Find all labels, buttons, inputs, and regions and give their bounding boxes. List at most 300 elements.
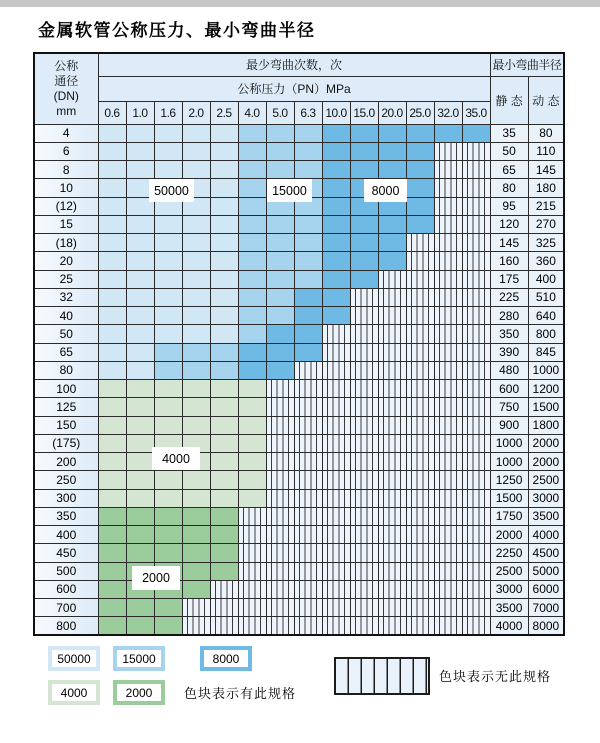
- no-spec-cell: [378, 416, 406, 434]
- spec-cell: [210, 544, 238, 562]
- no-spec-cell: [294, 507, 322, 525]
- spec-cell: [154, 124, 182, 142]
- spec-cell: [322, 234, 350, 252]
- no-spec-cell: [434, 234, 462, 252]
- spec-cell: [126, 416, 154, 434]
- no-spec-cell: [322, 562, 350, 580]
- no-spec-cell: [294, 526, 322, 544]
- no-spec-cell: [266, 507, 294, 525]
- no-spec-cell: [238, 580, 266, 598]
- spec-cell: [238, 124, 266, 142]
- legend-chip-value: 50000: [52, 650, 96, 667]
- dynamic-radius-cell: 5000: [528, 562, 564, 580]
- dynamic-header: 动 态: [528, 76, 564, 124]
- no-spec-cell: [434, 489, 462, 507]
- no-spec-cell: [434, 270, 462, 288]
- spec-cell: [210, 434, 238, 452]
- no-spec-cell: [238, 617, 266, 635]
- no-spec-cell: [238, 507, 266, 525]
- no-spec-cell: [406, 325, 434, 343]
- spec-cell: [210, 142, 238, 160]
- spec-cell: [182, 270, 210, 288]
- spec-cell: [210, 215, 238, 233]
- no-spec-cell: [266, 453, 294, 471]
- spec-cell: [154, 343, 182, 361]
- dynamic-radius-cell: 8000: [528, 617, 564, 635]
- no-spec-cell: [406, 453, 434, 471]
- no-spec-cell: [434, 361, 462, 379]
- no-spec-cell: [266, 526, 294, 544]
- dn-cell: 80: [34, 361, 98, 379]
- spec-cell: [126, 489, 154, 507]
- dynamic-radius-cell: 845: [528, 343, 564, 361]
- no-spec-cell: [350, 599, 378, 617]
- no-spec-cell: [434, 580, 462, 598]
- table-row: [34, 215, 564, 233]
- spec-cell: [210, 325, 238, 343]
- spec-cell: [182, 288, 210, 306]
- no-spec-cell: [378, 288, 406, 306]
- dn-cell: 32: [34, 288, 98, 306]
- no-spec-cell: [322, 325, 350, 343]
- spec-cell: [266, 252, 294, 270]
- dn-cell: 800: [34, 617, 98, 635]
- no-spec-cell: [350, 489, 378, 507]
- table-row: [34, 307, 564, 325]
- legend-chip: [48, 646, 100, 671]
- spec-cell: [126, 307, 154, 325]
- no-spec-cell: [210, 580, 238, 598]
- spec-cell: [210, 197, 238, 215]
- no-spec-cell: [406, 288, 434, 306]
- spec-cell: [98, 617, 126, 635]
- spec-cell: [98, 599, 126, 617]
- legend-absent-group: [334, 657, 551, 695]
- spec-cell: [182, 580, 210, 598]
- static-radius-cell: 35: [490, 124, 528, 142]
- no-spec-cell: [406, 471, 434, 489]
- spec-cell: [294, 307, 322, 325]
- spec-cell: [126, 270, 154, 288]
- zone-label: 4000: [153, 448, 199, 469]
- spec-cell: [98, 288, 126, 306]
- spec-cell: [350, 234, 378, 252]
- dynamic-radius-cell: 215: [528, 197, 564, 215]
- dynamic-radius-cell: 180: [528, 179, 564, 197]
- spec-cell: [294, 234, 322, 252]
- spec-cell: [154, 416, 182, 434]
- no-spec-cell: [350, 453, 378, 471]
- dn-cell: 125: [34, 398, 98, 416]
- table-row: [34, 398, 564, 416]
- pressure-header: 公称压力（PN）MPa: [98, 76, 490, 101]
- spec-cell: [210, 307, 238, 325]
- table-row: [34, 161, 564, 179]
- table-row: [34, 416, 564, 434]
- table-row: [34, 507, 564, 525]
- spec-cell: [294, 142, 322, 160]
- spec-cell: [322, 307, 350, 325]
- no-spec-cell: [434, 380, 462, 398]
- spec-cell: [154, 325, 182, 343]
- table-row: [34, 234, 564, 252]
- no-spec-cell: [266, 471, 294, 489]
- dynamic-radius-cell: 145: [528, 161, 564, 179]
- spec-cell: [350, 270, 378, 288]
- no-spec-cell: [434, 215, 462, 233]
- no-spec-cell: [378, 599, 406, 617]
- spec-cell: [98, 489, 126, 507]
- dn-cell: 65: [34, 343, 98, 361]
- no-spec-cell: [322, 361, 350, 379]
- pressure-value-header: 35.0: [462, 101, 490, 124]
- spec-cell: [126, 507, 154, 525]
- no-spec-cell: [294, 580, 322, 598]
- spec-cell: [126, 142, 154, 160]
- no-spec-cell: [434, 544, 462, 562]
- no-spec-cell: [406, 307, 434, 325]
- zone-label: 50000: [150, 180, 193, 201]
- no-spec-cell: [462, 507, 490, 525]
- spec-cell: [210, 234, 238, 252]
- spec-cell: [238, 215, 266, 233]
- spec-cell: [182, 380, 210, 398]
- static-radius-cell: 175: [490, 270, 528, 288]
- dn-cell: 600: [34, 580, 98, 598]
- spec-cell: [126, 471, 154, 489]
- no-spec-cell: [350, 580, 378, 598]
- spec-cell: [210, 124, 238, 142]
- dn-cell: 150: [34, 416, 98, 434]
- table-row: [34, 270, 564, 288]
- spec-cell: [210, 453, 238, 471]
- no-spec-cell: [434, 599, 462, 617]
- dn-header-line: mm: [56, 103, 77, 118]
- no-spec-cell: [322, 544, 350, 562]
- no-spec-cell: [406, 580, 434, 598]
- spec-cell: [406, 179, 434, 197]
- spec-cell: [126, 361, 154, 379]
- spec-cell: [266, 142, 294, 160]
- dn-cell: 500: [34, 562, 98, 580]
- zone-label: 8000: [365, 180, 406, 201]
- spec-cell: [154, 270, 182, 288]
- spec-cell: [378, 124, 406, 142]
- no-spec-cell: [462, 617, 490, 635]
- spec-cell: [98, 161, 126, 179]
- bend-cycles-header: 最少弯曲次数，次: [98, 53, 490, 76]
- no-spec-cell: [406, 544, 434, 562]
- spec-cell: [98, 434, 126, 452]
- spec-cell: [154, 215, 182, 233]
- spec-cell: [182, 526, 210, 544]
- pressure-value-header: 6.3: [294, 101, 322, 124]
- legend: [48, 646, 600, 705]
- table-row: [34, 434, 564, 452]
- no-spec-cell: [378, 270, 406, 288]
- spec-cell: [322, 142, 350, 160]
- table-row: [34, 380, 564, 398]
- spec-cell: [126, 526, 154, 544]
- no-spec-cell: [378, 617, 406, 635]
- no-spec-cell: [350, 526, 378, 544]
- spec-cell: [266, 307, 294, 325]
- no-spec-cell: [350, 562, 378, 580]
- spec-cell: [238, 270, 266, 288]
- dn-column-header: [34, 53, 98, 124]
- spec-cell: [98, 580, 126, 598]
- spec-cell: [154, 307, 182, 325]
- no-spec-cell: [462, 197, 490, 215]
- legend-chip-value: 15000: [117, 650, 161, 667]
- dynamic-radius-cell: 400: [528, 270, 564, 288]
- spec-cell: [98, 380, 126, 398]
- no-spec-cell: [294, 453, 322, 471]
- no-spec-cell: [350, 617, 378, 635]
- spec-cell: [98, 343, 126, 361]
- spec-cell: [98, 124, 126, 142]
- dn-cell: 8: [34, 161, 98, 179]
- dynamic-radius-cell: 3000: [528, 489, 564, 507]
- spec-cell: [154, 234, 182, 252]
- spec-cell: [210, 416, 238, 434]
- spec-cell: [210, 489, 238, 507]
- no-spec-cell: [434, 453, 462, 471]
- spec-cell: [182, 471, 210, 489]
- no-spec-cell: [266, 544, 294, 562]
- no-spec-cell: [462, 544, 490, 562]
- spec-cell: [210, 343, 238, 361]
- dn-cell: 350: [34, 507, 98, 525]
- spec-cell: [238, 325, 266, 343]
- no-spec-cell: [434, 325, 462, 343]
- top-grey-strip: [0, 0, 600, 7]
- no-spec-cell: [434, 434, 462, 452]
- table-row: [34, 617, 564, 635]
- page-title: 金属软管公称压力、最小弯曲半径: [38, 21, 316, 41]
- static-radius-cell: 350: [490, 325, 528, 343]
- dynamic-radius-cell: 270: [528, 215, 564, 233]
- dn-cell: 40: [34, 307, 98, 325]
- static-radius-cell: 50: [490, 142, 528, 160]
- spec-cell: [322, 270, 350, 288]
- spec-cell: [98, 307, 126, 325]
- no-spec-cell: [378, 544, 406, 562]
- spec-cell: [350, 215, 378, 233]
- spec-cell: [434, 124, 462, 142]
- zone-label: 2000: [133, 567, 179, 589]
- no-spec-cell: [406, 434, 434, 452]
- dynamic-radius-cell: 4000: [528, 526, 564, 544]
- spec-cell: [98, 562, 126, 580]
- dn-cell: 450: [34, 544, 98, 562]
- spec-cell: [266, 215, 294, 233]
- no-spec-cell: [434, 526, 462, 544]
- no-spec-cell: [322, 380, 350, 398]
- spec-cell: [98, 325, 126, 343]
- spec-cell: [210, 252, 238, 270]
- spec-cell: [210, 361, 238, 379]
- dn-cell: 300: [34, 489, 98, 507]
- spec-cell: [210, 179, 238, 197]
- spec-cell: [238, 471, 266, 489]
- spec-cell: [182, 142, 210, 160]
- spec-cell: [406, 215, 434, 233]
- table-row: [34, 599, 564, 617]
- no-spec-cell: [406, 507, 434, 525]
- no-spec-cell: [462, 307, 490, 325]
- spec-cell: [238, 361, 266, 379]
- no-spec-cell: [406, 562, 434, 580]
- dynamic-radius-cell: 80: [528, 124, 564, 142]
- no-spec-cell: [294, 617, 322, 635]
- pressure-value-header: 25.0: [406, 101, 434, 124]
- spec-cell: [126, 453, 154, 471]
- no-spec-cell: [462, 215, 490, 233]
- no-spec-cell: [462, 343, 490, 361]
- no-spec-cell: [406, 416, 434, 434]
- spec-cell: [322, 197, 350, 215]
- no-spec-cell: [434, 343, 462, 361]
- no-spec-cell: [350, 307, 378, 325]
- static-radius-cell: 1000: [490, 434, 528, 452]
- static-radius-cell: 160: [490, 252, 528, 270]
- spec-cell: [154, 288, 182, 306]
- no-spec-cell: [406, 380, 434, 398]
- spec-cell: [266, 161, 294, 179]
- spec-cell: [210, 380, 238, 398]
- static-radius-cell: 280: [490, 307, 528, 325]
- spec-cell: [378, 234, 406, 252]
- no-spec-cell: [378, 361, 406, 379]
- spec-cell: [154, 544, 182, 562]
- spec-cell: [406, 142, 434, 160]
- spec-cell: [238, 398, 266, 416]
- no-spec-cell: [266, 599, 294, 617]
- spec-cell: [126, 398, 154, 416]
- static-radius-cell: 4000: [490, 617, 528, 635]
- table-row: [34, 471, 564, 489]
- no-spec-cell: [462, 270, 490, 288]
- dynamic-radius-cell: 800: [528, 325, 564, 343]
- no-spec-cell: [322, 617, 350, 635]
- legend-chip: [113, 680, 165, 705]
- no-spec-cell: [462, 288, 490, 306]
- static-radius-cell: 2000: [490, 526, 528, 544]
- static-radius-cell: 3000: [490, 580, 528, 598]
- spec-cell: [98, 215, 126, 233]
- no-spec-cell: [182, 599, 210, 617]
- no-spec-cell: [406, 270, 434, 288]
- legend-chip: [200, 646, 252, 671]
- no-spec-cell: [434, 252, 462, 270]
- table-row: [34, 325, 564, 343]
- spec-cell: [350, 124, 378, 142]
- dn-cell: 20: [34, 252, 98, 270]
- spec-cell: [182, 215, 210, 233]
- no-spec-cell: [378, 325, 406, 343]
- no-spec-cell: [434, 288, 462, 306]
- no-spec-cell: [406, 526, 434, 544]
- spec-cell: [322, 252, 350, 270]
- dynamic-radius-cell: 3500: [528, 507, 564, 525]
- spec-cell: [266, 234, 294, 252]
- spec-cell: [238, 307, 266, 325]
- spec-cell: [182, 161, 210, 179]
- spec-cell: [182, 307, 210, 325]
- no-spec-cell: [322, 434, 350, 452]
- dn-cell: 250: [34, 471, 98, 489]
- spec-cell: [210, 526, 238, 544]
- dynamic-radius-cell: 110: [528, 142, 564, 160]
- no-spec-cell: [294, 380, 322, 398]
- no-spec-cell: [462, 416, 490, 434]
- spec-cell: [182, 252, 210, 270]
- table-row: [34, 288, 564, 306]
- no-spec-cell: [350, 544, 378, 562]
- spec-cell: [126, 617, 154, 635]
- spec-cell: [154, 380, 182, 398]
- dynamic-radius-cell: 2500: [528, 471, 564, 489]
- dynamic-radius-cell: 7000: [528, 599, 564, 617]
- spec-cell: [182, 489, 210, 507]
- pressure-value-header: 2.0: [182, 101, 210, 124]
- spec-cell: [126, 599, 154, 617]
- spec-cell: [98, 361, 126, 379]
- min-bend-radius-header: 最小弯曲半径: [490, 53, 564, 76]
- spec-cell: [98, 179, 126, 197]
- static-radius-cell: 145: [490, 234, 528, 252]
- no-spec-cell: [462, 398, 490, 416]
- dn-cell: 10: [34, 179, 98, 197]
- spec-cell: [154, 507, 182, 525]
- static-radius-cell: 120: [490, 215, 528, 233]
- static-radius-cell: 1250: [490, 471, 528, 489]
- no-spec-cell: [406, 343, 434, 361]
- no-spec-cell: [434, 179, 462, 197]
- spec-cell: [406, 197, 434, 215]
- spec-cell: [238, 161, 266, 179]
- no-spec-cell: [378, 398, 406, 416]
- no-spec-cell: [462, 526, 490, 544]
- no-spec-cell: [350, 380, 378, 398]
- dynamic-radius-cell: 640: [528, 307, 564, 325]
- pressure-value-header: 1.6: [154, 101, 182, 124]
- no-spec-cell: [266, 562, 294, 580]
- pressure-value-header: 20.0: [378, 101, 406, 124]
- spec-cell: [322, 124, 350, 142]
- spec-cell: [350, 161, 378, 179]
- spec-cell: [98, 507, 126, 525]
- pressure-value-header: 4.0: [238, 101, 266, 124]
- no-spec-cell: [322, 599, 350, 617]
- dynamic-radius-cell: 4500: [528, 544, 564, 562]
- spec-cell: [238, 416, 266, 434]
- no-spec-cell: [322, 416, 350, 434]
- static-radius-cell: 750: [490, 398, 528, 416]
- static-header: 静 态: [490, 76, 528, 124]
- dn-header-line: (DN): [53, 88, 79, 103]
- spec-cell: [406, 161, 434, 179]
- no-spec-cell: [462, 453, 490, 471]
- spec-cell: [126, 288, 154, 306]
- dn-header-line: 公称: [54, 58, 79, 73]
- spec-cell: [154, 617, 182, 635]
- spec-cell: [154, 599, 182, 617]
- no-spec-cell: [182, 617, 210, 635]
- spec-cell: [126, 325, 154, 343]
- no-spec-cell: [378, 580, 406, 598]
